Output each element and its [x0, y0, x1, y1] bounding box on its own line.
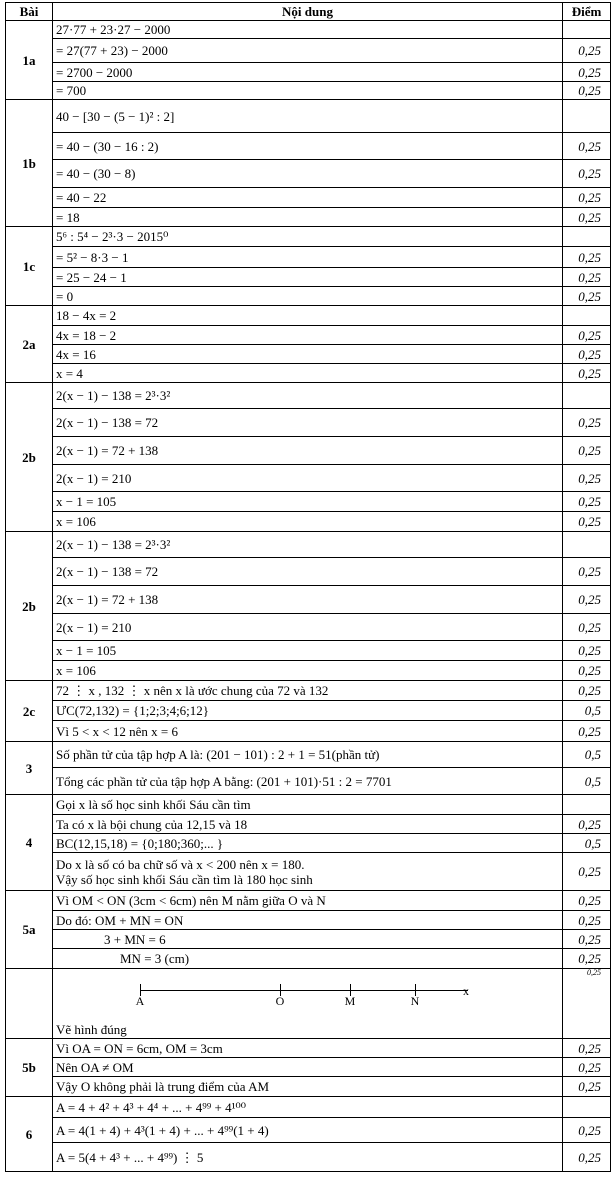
- content-text: = 2700 − 2000: [56, 64, 133, 80]
- content-cell: [53, 287, 563, 306]
- content-text: 2(x − 1) = 72 + 138: [56, 443, 159, 458]
- content-cell: [53, 721, 563, 742]
- score-cell: 0,5: [563, 701, 611, 721]
- content-text: 2(x − 1) = 210: [56, 619, 132, 635]
- content-text: Nên OA ≠ OM: [56, 1059, 134, 1075]
- score-cell: 0,25: [563, 512, 611, 532]
- score-cell: 0,25: [563, 82, 611, 100]
- content-text: 2(x − 1) − 138 = 2³·3²: [56, 388, 171, 403]
- table-row: [6, 1097, 611, 1118]
- score-cell: 0,25: [563, 558, 611, 586]
- content-cell: [53, 681, 563, 701]
- content-text: Vì OM < ON (3cm < 6cm) nên M nằm giữa O và N: [56, 893, 326, 908]
- score-cell: 0,25: [563, 409, 611, 437]
- table-row: [6, 949, 611, 969]
- table-row: [6, 834, 611, 853]
- content-cell: [53, 345, 563, 364]
- content-text: ƯC(72,132) = {1;2;3;4;6;12}: [56, 703, 210, 718]
- table-row: [6, 437, 611, 465]
- point-label: x: [463, 983, 469, 998]
- content-cell: [53, 1118, 563, 1143]
- content-text: Số phần tử của tập hợp A là: (201 − 101) : 2 + 1 = 51(phần tử): [56, 747, 380, 762]
- table-row: [6, 721, 611, 742]
- score-cell: 0,25: [563, 492, 611, 512]
- content-text: 4x = 16: [56, 346, 96, 362]
- score-cell: 0,25: [563, 1143, 611, 1172]
- content-cell: [53, 227, 563, 247]
- score-cell: 0,25: [563, 949, 611, 969]
- content-text: = 18: [56, 209, 80, 225]
- content-cell: [53, 247, 563, 268]
- table-row: [6, 1118, 611, 1143]
- bai-cell: 5b: [6, 1039, 53, 1097]
- content-cell: [53, 661, 563, 681]
- content-text: 18 − 4x = 2: [56, 308, 117, 323]
- score-cell: [563, 532, 611, 558]
- content-text: Vì OA = ON = 6cm, OM = 3cm: [56, 1040, 223, 1056]
- score-cell: 0,25: [563, 39, 611, 63]
- content-cell: [53, 795, 563, 815]
- content-text: x − 1 = 105: [56, 643, 117, 658]
- score-cell: 0,25: [563, 853, 611, 891]
- content-cell: [53, 364, 563, 383]
- bai-cell: 2b: [6, 532, 53, 681]
- score-cell: 0,25: [563, 891, 611, 911]
- content-text: 2(x − 1) − 138 = 72: [56, 564, 159, 579]
- score-cell: 0,25: [563, 247, 611, 268]
- bai-cell: 2b: [6, 383, 53, 532]
- content-cell: [53, 160, 563, 188]
- score-cell: 0,25: [563, 815, 611, 834]
- bai-cell-empty: [6, 969, 53, 1039]
- score-cell: 0,25: [563, 465, 611, 492]
- table-row: [6, 681, 611, 701]
- score-cell: 0,25: [563, 721, 611, 742]
- score-cell: 0,25: [563, 364, 611, 383]
- content-cell: [53, 586, 563, 614]
- content-cell: [53, 911, 563, 930]
- table-row: [6, 287, 611, 306]
- content-cell: [53, 853, 563, 891]
- content-text: 27·77 + 23·27 − 2000: [56, 22, 171, 37]
- content-cell: [53, 82, 563, 100]
- score-cell: [563, 1097, 611, 1118]
- content-text: = 27(77 + 23) − 2000: [56, 43, 168, 58]
- score-cell: 0,25: [563, 1058, 611, 1077]
- score-cell: 0,25: [563, 911, 611, 930]
- table-row: [6, 188, 611, 208]
- bai-cell: 4: [6, 795, 53, 891]
- table-row: [6, 100, 611, 133]
- content-text: x − 1 = 105: [56, 494, 117, 509]
- bai-cell: 6: [6, 1097, 53, 1172]
- table-row: [6, 345, 611, 364]
- content-text: = 5² − 8·3 − 1: [56, 249, 129, 265]
- content-text: Do x là số có ba chữ số và x < 200 nên x = 180.: [56, 856, 305, 872]
- table-row: [6, 208, 611, 227]
- content-cell: [53, 701, 563, 721]
- bai-cell: 1a: [6, 21, 53, 100]
- bai-cell: 2c: [6, 681, 53, 742]
- header-diem: Điểm: [563, 3, 611, 21]
- score-cell: 0,25: [563, 1118, 611, 1143]
- header-noi-dung: Nội dung: [53, 3, 563, 21]
- table-row: [6, 1143, 611, 1172]
- table-row: [6, 268, 611, 287]
- table-row: [6, 492, 611, 512]
- content-cell: [53, 100, 563, 133]
- header-bai: Bài: [6, 3, 53, 21]
- table-row: [6, 1058, 611, 1077]
- score-cell: 0,25: [563, 1077, 611, 1097]
- content-cell: [53, 558, 563, 586]
- table-row: [6, 911, 611, 930]
- content-text: Do đó: OM + MN = ON: [56, 912, 184, 928]
- point-label: N: [410, 993, 420, 1008]
- header-row: [6, 3, 611, 21]
- table-row: [6, 661, 611, 681]
- score-cell: 0,5: [563, 834, 611, 853]
- table-row: [6, 465, 611, 492]
- content-text: 5⁶ : 5⁴ − 2³·3 − 2015⁰: [56, 229, 169, 244]
- figure-row: [6, 969, 611, 1039]
- table-row: [6, 853, 611, 891]
- bai-cell: 2a: [6, 306, 53, 383]
- content-cell: [53, 208, 563, 227]
- content-cell: [53, 268, 563, 287]
- content-text: x = 4: [56, 365, 83, 381]
- content-cell: [53, 383, 563, 409]
- table-row: [6, 891, 611, 911]
- content-text: A = 4(1 + 4) + 4³(1 + 4) + ... + 4⁹⁹(1 + 4): [56, 1122, 269, 1138]
- table-row: [6, 795, 611, 815]
- content-text: = 0: [56, 288, 74, 304]
- score-cell: 0,25: [563, 326, 611, 345]
- content-text: = 40 − (30 − 8): [56, 166, 136, 181]
- table-row: [6, 742, 611, 768]
- content-cell: [53, 306, 563, 326]
- score-cell: [563, 795, 611, 815]
- content-text: 2(x − 1) − 138 = 72: [56, 415, 159, 430]
- content-cell: [53, 815, 563, 834]
- table-row: [6, 586, 611, 614]
- content-cell: [53, 742, 563, 768]
- content-cell: [53, 63, 563, 82]
- score-cell: 0,25: [563, 63, 611, 82]
- bai-cell: 1b: [6, 100, 53, 227]
- content-text: Vậy O không phải là trung điểm của AM: [56, 1079, 270, 1094]
- table-row: [6, 815, 611, 834]
- table-row: [6, 383, 611, 409]
- score-cell: [563, 383, 611, 409]
- score-cell: [563, 100, 611, 133]
- content-cell: [53, 614, 563, 641]
- bai-cell: 5a: [6, 891, 53, 969]
- table-row: [6, 39, 611, 63]
- content-cell: [53, 326, 563, 345]
- table-row: [6, 133, 611, 160]
- content-text: Ta có x là bội chung của 12,15 và 18: [56, 816, 248, 832]
- score-cell: 0,25: [563, 208, 611, 227]
- content-cell: [53, 834, 563, 853]
- score-cell: 0,25: [563, 268, 611, 287]
- content-cell: [53, 39, 563, 63]
- figure-caption: Vẽ hình đúng: [56, 1021, 127, 1037]
- content-text: 3 + MN = 6: [104, 931, 166, 947]
- score-cell: 0,25: [563, 1039, 611, 1058]
- number-line: [140, 990, 468, 991]
- content-cell: [53, 21, 563, 39]
- content-text: Tổng các phần tử của tập hợp A bằng: (201 + 101)·51 : 2 = 7701: [56, 773, 392, 789]
- figure-cell: [53, 969, 563, 1039]
- table-row: [6, 614, 611, 641]
- table-row: [6, 21, 611, 39]
- score-cell: 0,25: [563, 160, 611, 188]
- segment-figure: [56, 971, 559, 1037]
- content-text: 2(x − 1) − 138 = 2³·3²: [56, 537, 171, 552]
- content-text: x = 106: [56, 663, 96, 678]
- table-row: [6, 82, 611, 100]
- content-cell: [53, 437, 563, 465]
- content-text: Gọi x là số học sinh khối Sáu cần tìm: [56, 797, 251, 812]
- score-cell: 0,25: [563, 133, 611, 160]
- table-row: [6, 306, 611, 326]
- content-text: BC(12,15,18) = {0;180;360;... }: [56, 835, 224, 851]
- score-cell: 0,25: [563, 641, 611, 661]
- score-cell: 0,25: [563, 437, 611, 465]
- score-cell: 0,25: [563, 969, 611, 1039]
- point-label: M: [344, 993, 356, 1008]
- score-cell: 0,25: [563, 930, 611, 949]
- content-cell: [53, 930, 563, 949]
- content-text: 40 − [30 − (5 − 1)² : 2]: [56, 108, 175, 124]
- point-label: O: [275, 993, 285, 1008]
- table-row: [6, 63, 611, 82]
- content-cell: [53, 492, 563, 512]
- content-text: A = 4 + 4² + 4³ + 4⁴ + ... + 4⁹⁹ + 4¹⁰⁰: [56, 1099, 246, 1115]
- content-text: 2(x − 1) = 210: [56, 470, 132, 486]
- bai-cell: 3: [6, 742, 53, 795]
- table-row: [6, 247, 611, 268]
- content-text: Vì 5 < x < 12 nên x = 6: [56, 723, 179, 739]
- content-cell: [53, 133, 563, 160]
- content-cell: [53, 409, 563, 437]
- content-text: = 700: [56, 83, 87, 98]
- content-cell: [53, 1143, 563, 1172]
- table-row: [6, 326, 611, 345]
- table-row: [6, 558, 611, 586]
- table-row: [6, 1077, 611, 1097]
- content-cell: [53, 641, 563, 661]
- score-cell: 0,25: [563, 681, 611, 701]
- table-row: [6, 641, 611, 661]
- content-cell: [53, 949, 563, 969]
- score-cell: 0,25: [563, 586, 611, 614]
- content-cell: [53, 188, 563, 208]
- content-cell: [53, 465, 563, 492]
- content-text-extra: Vậy số học sinh khối Sáu cần tìm là 180 học sinh: [56, 871, 313, 887]
- table-body: [6, 21, 611, 1172]
- table-row: [6, 768, 611, 795]
- grading-table: [5, 2, 611, 1172]
- content-cell: [53, 1077, 563, 1097]
- content-cell: [53, 891, 563, 911]
- content-cell: [53, 1039, 563, 1058]
- score-cell: [563, 306, 611, 326]
- table-row: [6, 364, 611, 383]
- content-text: 2(x − 1) = 72 + 138: [56, 592, 159, 607]
- score-cell: 0,5: [563, 768, 611, 795]
- score-cell: 0,25: [563, 661, 611, 681]
- table-row: [6, 409, 611, 437]
- bai-cell: 1c: [6, 227, 53, 306]
- score-cell: [563, 21, 611, 39]
- score-cell: 0,25: [563, 287, 611, 306]
- score-cell: 0,25: [563, 614, 611, 641]
- score-cell: 0,25: [563, 345, 611, 364]
- content-text: 4x = 18 − 2: [56, 327, 117, 343]
- score-cell: 0,25: [563, 188, 611, 208]
- table-row: [6, 701, 611, 721]
- content-text: = 25 − 24 − 1: [56, 269, 127, 285]
- table-row: [6, 512, 611, 532]
- content-text: x = 106: [56, 514, 96, 529]
- content-cell: [53, 512, 563, 532]
- table-row: [6, 227, 611, 247]
- score-cell: 0,5: [563, 742, 611, 768]
- content-cell: [53, 768, 563, 795]
- table-row: [6, 1039, 611, 1058]
- content-cell: [53, 1058, 563, 1077]
- table-row: [6, 930, 611, 949]
- score-cell: [563, 227, 611, 247]
- content-text: MN = 3 (cm): [120, 951, 190, 966]
- content-text: = 40 − (30 − 16 : 2): [56, 138, 159, 154]
- content-cell: [53, 532, 563, 558]
- content-text: = 40 − 22: [56, 190, 107, 205]
- point-label: A: [135, 993, 145, 1008]
- table-row: [6, 532, 611, 558]
- content-cell: [53, 1097, 563, 1118]
- table-row: [6, 160, 611, 188]
- content-text: A = 5(4 + 4³ + ... + 4⁹⁹) ⋮ 5: [56, 1149, 204, 1165]
- content-text: 72 ⋮ x , 132 ⋮ x nên x là ước chung của 72 và 132: [56, 683, 329, 698]
